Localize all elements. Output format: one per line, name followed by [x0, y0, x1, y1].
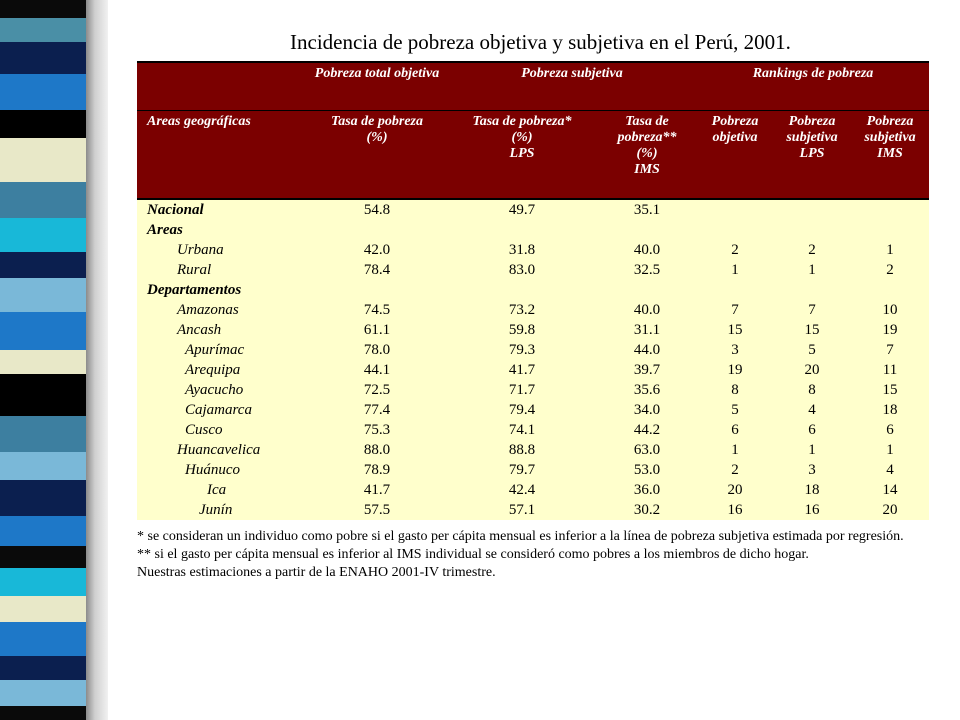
cell-value: 78.4 [307, 260, 447, 280]
cell-rank: 4 [773, 400, 851, 420]
row-label: Nacional [137, 199, 307, 220]
cell-value: 63.0 [597, 440, 697, 460]
cell-value: 74.5 [307, 300, 447, 320]
table-row [137, 340, 929, 360]
table-row [137, 240, 929, 260]
cell-rank: 6 [851, 420, 929, 440]
cell-value: 49.7 [447, 199, 597, 220]
row-label: Ancash [137, 320, 307, 340]
sidebar-block [0, 42, 86, 74]
cell-rank: 16 [697, 500, 773, 520]
cell-value: 72.5 [307, 380, 447, 400]
cell-rank: 19 [697, 360, 773, 380]
cell-value: 40.0 [597, 240, 697, 260]
cell-rank: 20 [773, 360, 851, 380]
row-label: Rural [137, 260, 307, 280]
cell-rank: 1 [697, 440, 773, 460]
cell-rank: 18 [851, 400, 929, 420]
cell-value: 44.0 [597, 340, 697, 360]
footnote-lps: * se consideran un individuo como pobre si el gasto per cápita mensual es inferior a la línea de pobreza subjetiva estimada por regresión. [137, 529, 904, 544]
header-group-subjective: Pobreza subjetiva [447, 62, 697, 111]
cell-rank: 6 [697, 420, 773, 440]
sidebar-block [0, 568, 86, 596]
section-label: Departamentos [137, 280, 307, 300]
cell-rank: 1 [697, 260, 773, 280]
cell-rank: 2 [697, 460, 773, 480]
cell-value: 31.8 [447, 240, 597, 260]
cell-rank [773, 199, 851, 220]
cell-value: 79.4 [447, 400, 597, 420]
cell-value: 34.0 [597, 400, 697, 420]
cell-rank: 18 [773, 480, 851, 500]
footnote-source: Nuestras estimaciones a partir de la ENAHO 2001-IV trimestre. [137, 565, 496, 580]
header-rank-objective: Pobreza objetiva [697, 111, 773, 200]
row-label: Urbana [137, 240, 307, 260]
cell-rank: 16 [773, 500, 851, 520]
table-row [137, 220, 929, 240]
sidebar-block [0, 680, 86, 706]
header-group-rankings: Rankings de pobreza [697, 62, 929, 111]
sidebar-block [0, 416, 86, 452]
cell-value: 35.6 [597, 380, 697, 400]
sidebar-block [0, 138, 86, 182]
sidebar-block [0, 480, 86, 516]
cell-rank [851, 199, 929, 220]
cell-rank: 10 [851, 300, 929, 320]
table-row [137, 320, 929, 340]
page-title: Incidencia de pobreza objetiva y subjetiva en el Perú, 2001. [290, 30, 791, 54]
row-label: Junín [137, 500, 307, 520]
cell-value: 88.8 [447, 440, 597, 460]
table-row [137, 199, 929, 220]
cell-rank: 2 [851, 260, 929, 280]
cell-value: 57.1 [447, 500, 597, 520]
cell-value: 78.0 [307, 340, 447, 360]
header-group-objective: Pobreza total objetiva [307, 62, 447, 111]
cell-value: 36.0 [597, 480, 697, 500]
cell-rank [697, 199, 773, 220]
cell-rank: 6 [773, 420, 851, 440]
cell-value: 77.4 [307, 400, 447, 420]
sidebar-block [0, 312, 86, 350]
table-row [137, 500, 929, 520]
footnote-ims: ** si el gasto per cápita mensual es inferior al IMS individual se consideró como pobres a los miembros de dicho hogar. [137, 547, 809, 562]
cell-value: 42.0 [307, 240, 447, 260]
table-row [137, 380, 929, 400]
cell-value: 31.1 [597, 320, 697, 340]
cell-value: 44.1 [307, 360, 447, 380]
table-row [137, 280, 929, 300]
sidebar-block [0, 516, 86, 546]
header-poverty-rate-lps: Tasa de pobreza* (%) LPS [447, 111, 597, 200]
cell-value: 41.7 [307, 480, 447, 500]
cell-value: 61.1 [307, 320, 447, 340]
cell-rank: 2 [697, 240, 773, 260]
header-geo-areas: Areas geográficas [137, 111, 307, 200]
cell-rank: 3 [773, 460, 851, 480]
sidebar-block [0, 18, 86, 42]
cell-value: 75.3 [307, 420, 447, 440]
cell-value: 73.2 [447, 300, 597, 320]
cell-rank: 7 [697, 300, 773, 320]
decorative-sidebar [0, 0, 108, 720]
header-empty [137, 62, 307, 111]
row-label: Huancavelica [137, 440, 307, 460]
cell-value: 79.3 [447, 340, 597, 360]
cell-rank: 8 [773, 380, 851, 400]
header-rank-subjective-ims: Pobreza subjetiva IMS [851, 111, 929, 200]
cell-rank: 8 [697, 380, 773, 400]
header-row-groups [137, 62, 929, 111]
table-row [137, 420, 929, 440]
cell-value: 44.2 [597, 420, 697, 440]
table-row [137, 260, 929, 280]
row-label: Ica [137, 480, 307, 500]
sidebar-block [0, 218, 86, 252]
cell-rank: 19 [851, 320, 929, 340]
cell-rank: 2 [773, 240, 851, 260]
sidebar-block [0, 0, 86, 18]
sidebar-block [0, 596, 86, 622]
sidebar-block [0, 74, 86, 110]
cell-rank: 3 [697, 340, 773, 360]
row-label: Ayacucho [137, 380, 307, 400]
row-label: Cajamarca [137, 400, 307, 420]
sidebar-block [0, 374, 86, 416]
sidebar-block [0, 252, 86, 278]
table-row [137, 440, 929, 460]
table-row [137, 300, 929, 320]
cell-value: 79.7 [447, 460, 597, 480]
row-label: Amazonas [137, 300, 307, 320]
cell-value: 74.1 [447, 420, 597, 440]
cell-rank: 5 [697, 400, 773, 420]
cell-rank: 20 [851, 500, 929, 520]
cell-rank: 1 [851, 240, 929, 260]
cell-value: 39.7 [597, 360, 697, 380]
cell-rank: 7 [773, 300, 851, 320]
cell-value: 57.5 [307, 500, 447, 520]
row-label: Huánuco [137, 460, 307, 480]
cell-rank: 1 [851, 440, 929, 460]
cell-rank: 4 [851, 460, 929, 480]
header-row-columns [137, 111, 929, 200]
cell-value: 32.5 [597, 260, 697, 280]
section-label: Areas [137, 220, 307, 240]
cell-value: 41.7 [447, 360, 597, 380]
cell-rank: 15 [773, 320, 851, 340]
cell-value: 30.2 [597, 500, 697, 520]
cell-rank: 15 [697, 320, 773, 340]
sidebar-block [0, 110, 86, 138]
table-row [137, 460, 929, 480]
table-row [137, 480, 929, 500]
row-label: Arequipa [137, 360, 307, 380]
cell-rank: 1 [773, 440, 851, 460]
cell-value: 42.4 [447, 480, 597, 500]
row-label: Cusco [137, 420, 307, 440]
cell-rank: 20 [697, 480, 773, 500]
sidebar-block [0, 546, 86, 568]
cell-value: 35.1 [597, 199, 697, 220]
cell-value: 59.8 [447, 320, 597, 340]
footnotes [137, 528, 929, 582]
cell-rank: 14 [851, 480, 929, 500]
sidebar-block [0, 452, 86, 480]
sidebar-block [0, 622, 86, 656]
sidebar-block [0, 706, 86, 720]
cell-rank: 7 [851, 340, 929, 360]
poverty-table [137, 61, 929, 520]
cell-value: 71.7 [447, 380, 597, 400]
cell-value: 78.9 [307, 460, 447, 480]
sidebar-block [0, 656, 86, 680]
cell-value: 53.0 [597, 460, 697, 480]
sidebar-block [0, 278, 86, 312]
cell-value: 83.0 [447, 260, 597, 280]
cell-rank: 5 [773, 340, 851, 360]
cell-rank: 15 [851, 380, 929, 400]
row-label: Apurímac [137, 340, 307, 360]
table-row [137, 400, 929, 420]
table-row [137, 360, 929, 380]
header-rank-subjective-lps: Pobreza subjetiva LPS [773, 111, 851, 200]
cell-value: 40.0 [597, 300, 697, 320]
header-poverty-rate-ims: Tasa de pobreza** (%) IMS [597, 111, 697, 200]
cell-rank: 1 [773, 260, 851, 280]
cell-value: 88.0 [307, 440, 447, 460]
cell-value: 54.8 [307, 199, 447, 220]
sidebar-block [0, 350, 86, 374]
sidebar-shadow [86, 0, 108, 720]
cell-rank: 11 [851, 360, 929, 380]
sidebar-block [0, 182, 86, 218]
header-poverty-rate: Tasa de pobreza (%) [307, 111, 447, 200]
